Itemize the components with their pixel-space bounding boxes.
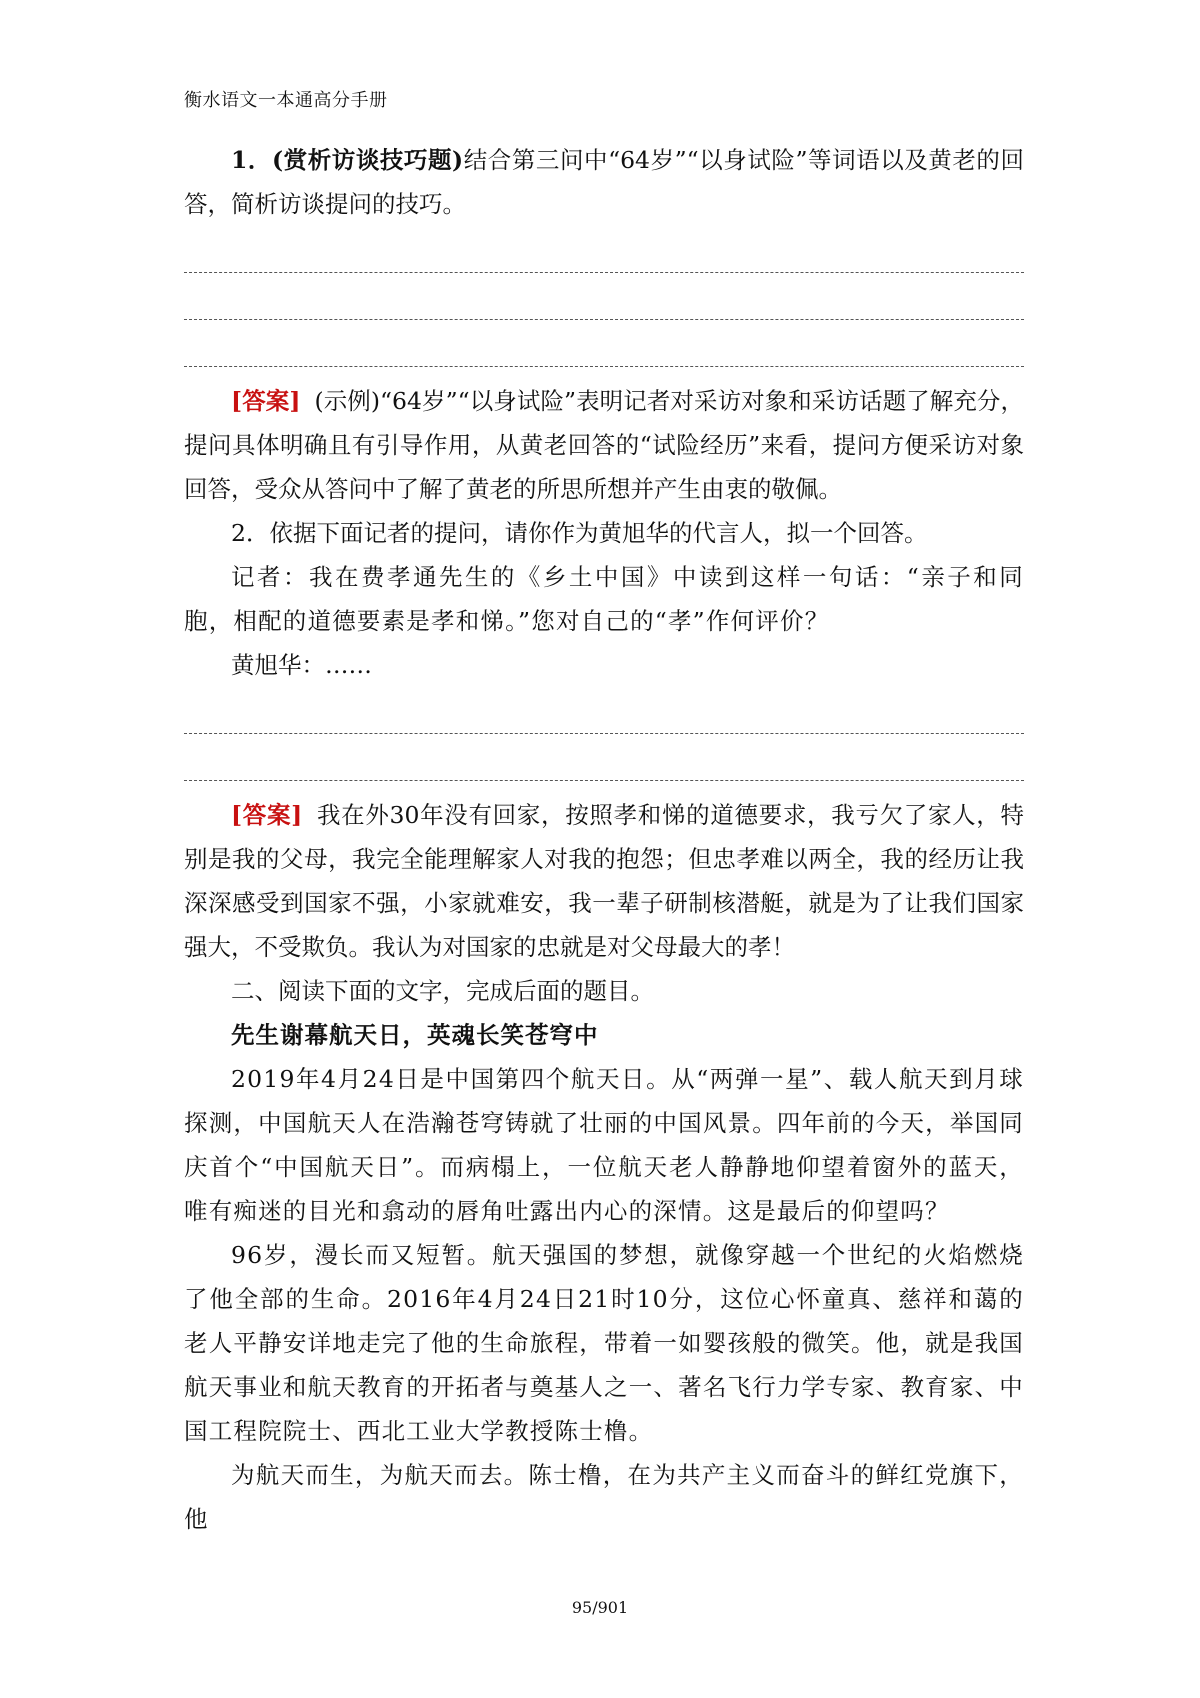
answer-line (184, 226, 1024, 273)
answer-line (184, 320, 1024, 367)
page-number: 95/901 (571, 1598, 629, 1617)
question-2: 2．依据下面记者的提问，请你作为黄旭华的代言人，拟一个回答。 (231, 519, 928, 547)
section-2-heading: 二、阅读下面的文字，完成后面的题目。 (231, 977, 654, 1005)
answer-line (184, 273, 1024, 320)
answer-line (184, 734, 1024, 781)
answer-2 (184, 793, 1024, 969)
article-paragraph: 96岁，漫长而又短暂。航天强国的梦想，就像穿越一个世纪的火焰燃烧了他全部的生命。2016年4月24日21时10分，这位心怀童真、慈祥和蔼的老人平静安详地走完了他的生命旅程，带着一如婴孩般的微笑。他，就是我国航天事业和航天教育的开拓者与奠基人之一、著名飞行力学专家、教育家、中国工程院院士、西北工业大学教授陈士橹。 (184, 1241, 1024, 1445)
question-1-text: 结合第三问中“64岁”“以身试险”等词语以及黄老的回答，简析访谈提问的技巧。 (184, 146, 1024, 218)
reporter-question: 记者：我在费孝通先生的《乡土中国》中读到这样一句话：“亲子和同胞，相配的道德要素是孝和悌。”您对自己的“孝”作何评价？ (184, 563, 1024, 635)
answer-1-text: (示例)“64岁”“以身试险”表明记者对采访对象和采访话题了解充分，提问具体明确且有引导作用，从黄老回答的“试险经历”来看，提问方便采访对象回答，受众从答问中了解了黄老的所思所想并产生由衷的敬佩。 (184, 387, 1024, 503)
question-1-tag: (赏析访谈技巧题) (271, 146, 464, 174)
answer-lines-1 (184, 226, 1024, 371)
page-content (184, 138, 1024, 1541)
question-1 (184, 138, 1024, 226)
answer-2-text: 我在外30年没有回家，按照孝和悌的道德要求，我亏欠了家人，特别是我的父母，我完全能理解家人对我的抱怨；但忠孝难以两全，我的经历让我深深感受到国家不强，小家就难安，我一辈子研制核潜艇，就是为了让我们国家强大，不受欺负。我认为对国家的忠就是对父母最大的孝！ (184, 801, 1024, 961)
answer-1-label: [答案] (231, 387, 301, 415)
book-header: 衡水语文一本通高分手册 (184, 90, 388, 111)
answer-line (184, 687, 1024, 734)
article-paragraph: 2019年4月24日是中国第四个航天日。从“两弹一星”、载人航天到月球探测，中国航天人在浩瀚苍穹铸就了壮丽的中国风景。四年前的今天，举国同庆首个“中国航天日”。而病榻上，一位航天老人静静地仰望着窗外的蓝天，唯有痴迷的目光和翕动的唇角吐露出内心的深情。这是最后的仰望吗？ (184, 1065, 1024, 1225)
article-paragraph: 为航天而生，为航天而去。陈士橹，在为共产主义而奋斗的鲜红党旗下，他 (184, 1461, 1024, 1533)
answer-lines-2 (184, 687, 1024, 785)
article-title: 先生谢幕航天日，英魂长笑苍穹中 (231, 1021, 599, 1049)
answer-2-label: [答案] (231, 801, 303, 829)
question-1-number: 1． (231, 146, 272, 174)
respondent-line: 黄旭华：…… (231, 651, 372, 679)
answer-1 (184, 379, 1024, 511)
